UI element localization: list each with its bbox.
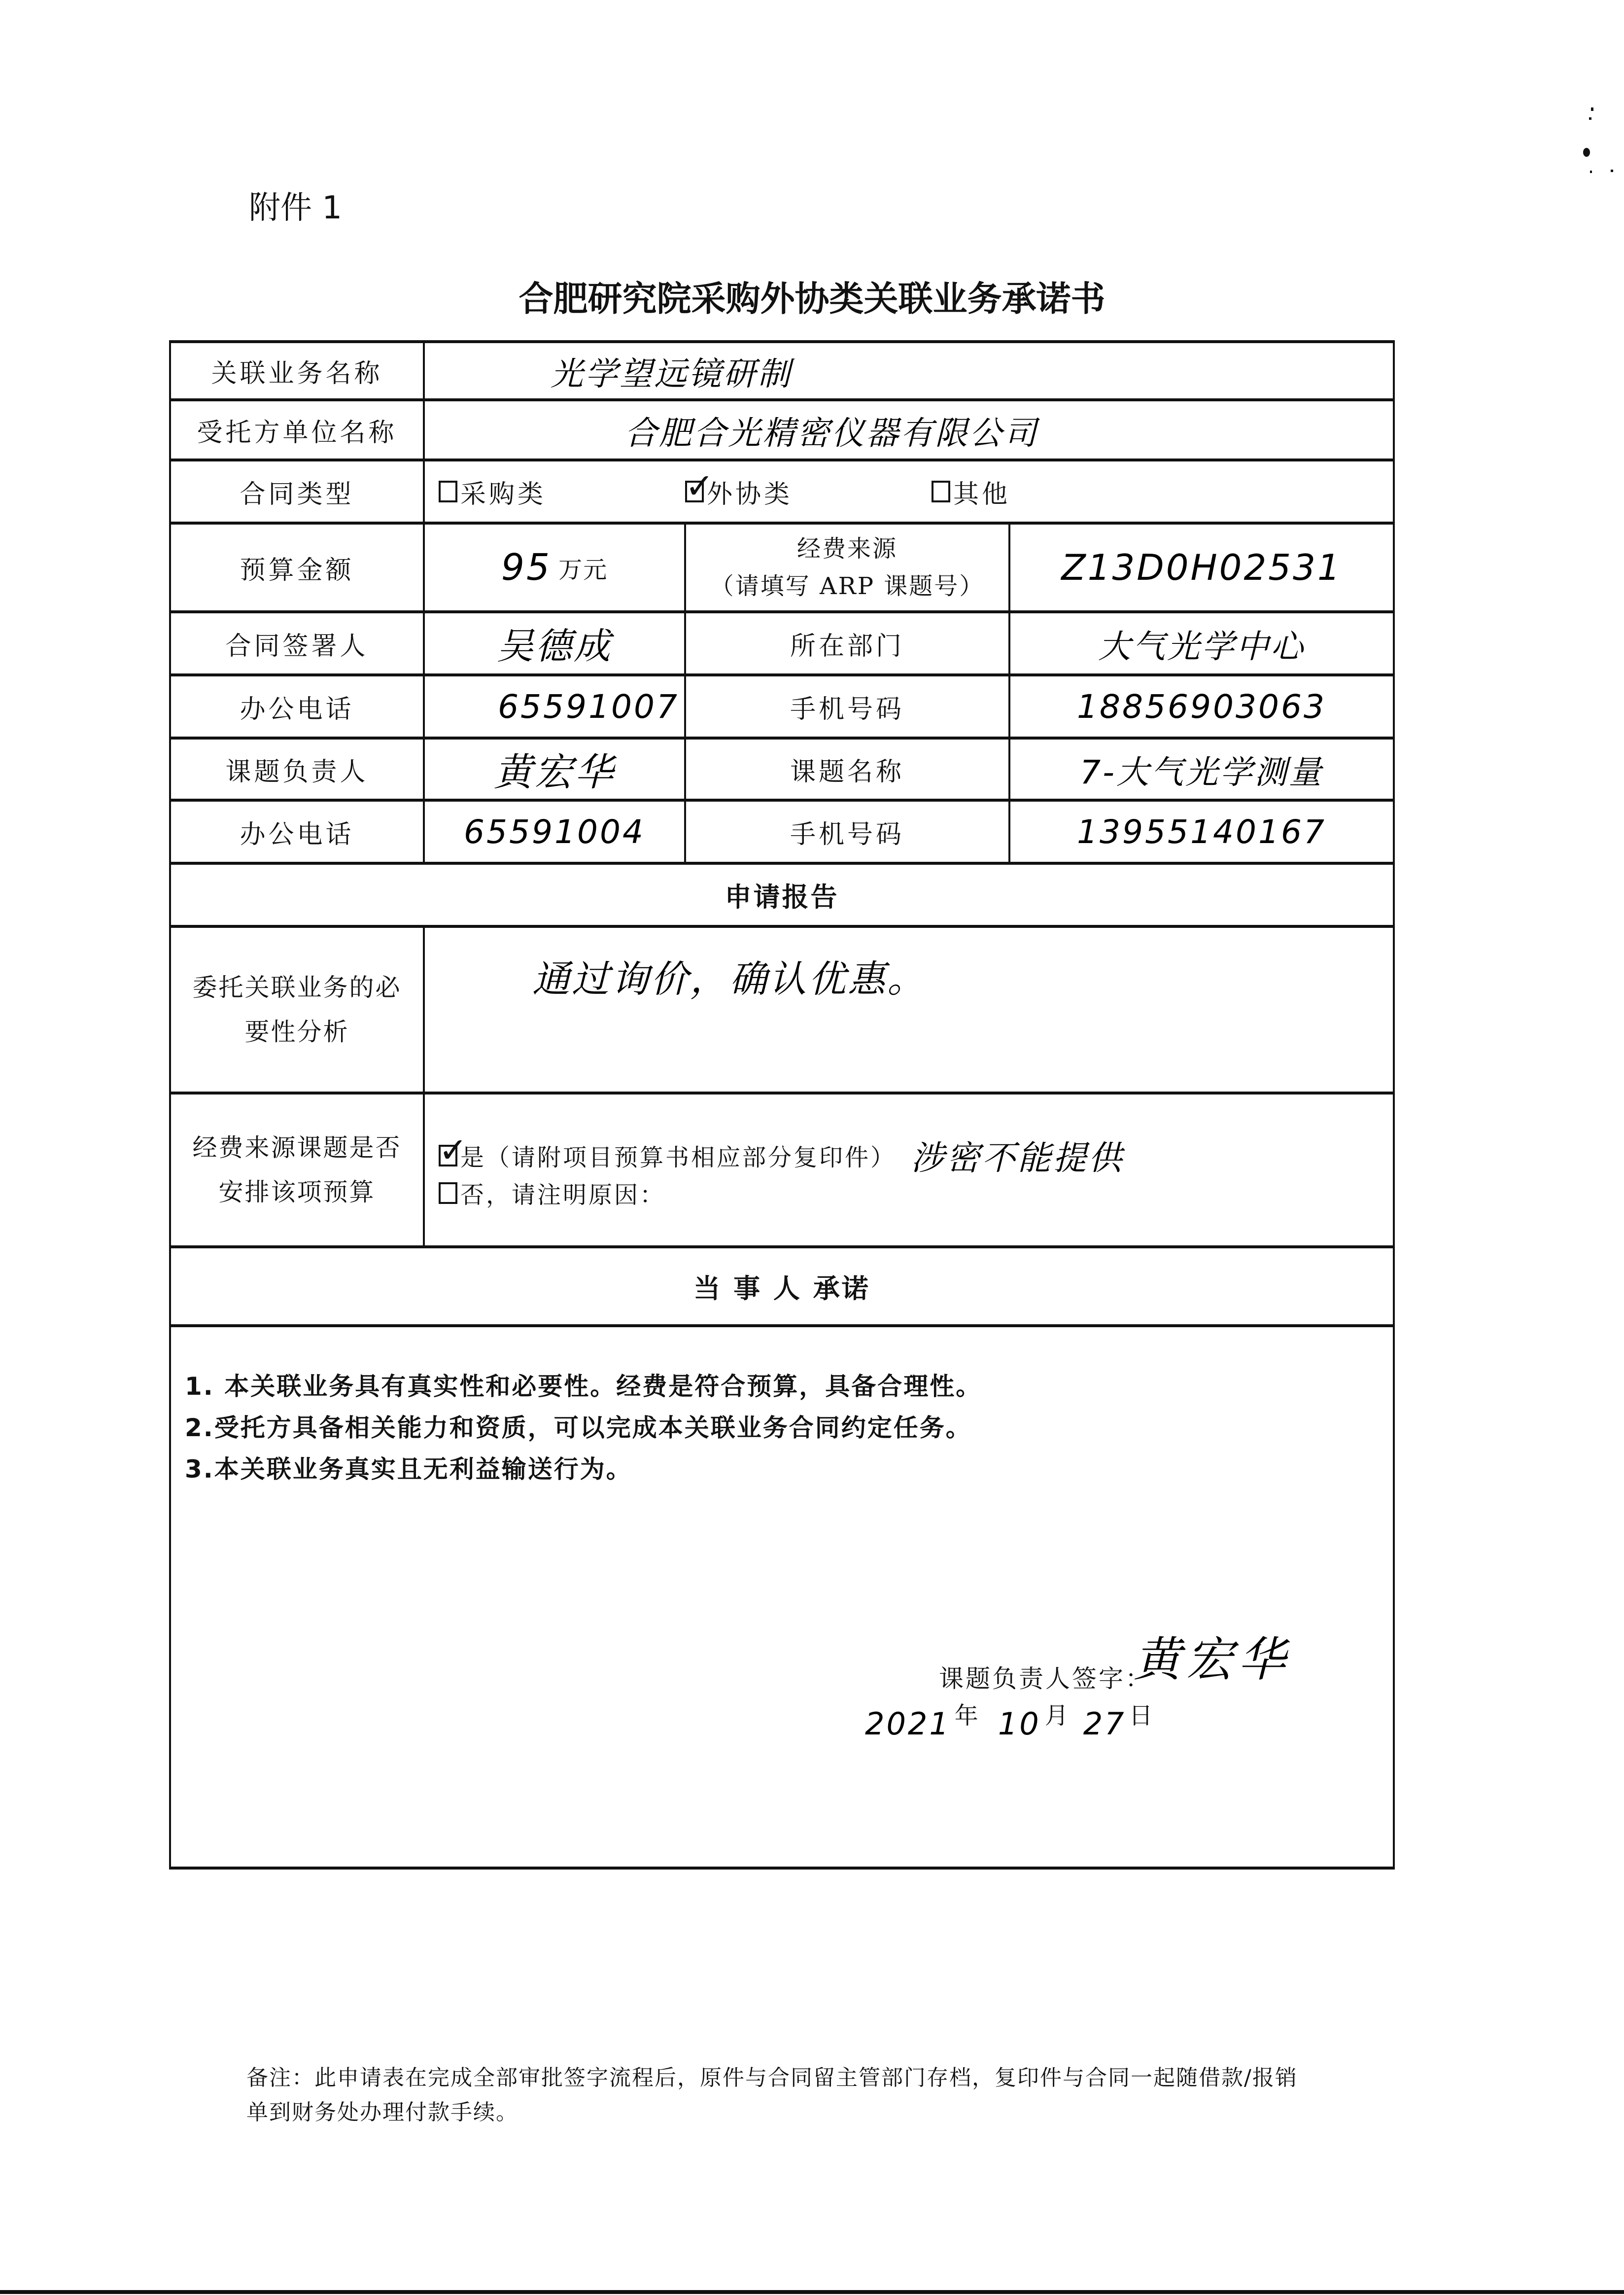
yes-option-note[interactable]: 涉密不能提供	[911, 1139, 1124, 1178]
signature-date[interactable]	[865, 1702, 1153, 1742]
signature-label: 课题负责人签字：	[939, 1664, 1152, 1693]
scan-speck	[1583, 148, 1590, 157]
leader-office-phone-label: 办公电话	[240, 819, 354, 849]
budget-unit: 万元	[558, 556, 608, 584]
checkbox-icon[interactable]	[439, 1182, 457, 1204]
footnote	[246, 2061, 1395, 2130]
signer-mobile-label: 手机号码	[790, 694, 904, 724]
leader-mobile-value[interactable]: 13955140167	[1077, 812, 1326, 851]
project-leader-label: 课题负责人	[225, 757, 369, 787]
scan-speck	[1590, 171, 1592, 173]
fund-source-label-line1: 经费来源	[796, 535, 898, 563]
commitment-item: 3.本关联业务真实且无利益输送行为。	[185, 1455, 632, 1483]
annex-label: 附件 1	[249, 190, 343, 226]
commitment-item: 2.受托方具备相关能力和资质，可以完成本关联业务合同约定任务。	[185, 1413, 972, 1442]
budget-field[interactable]	[425, 525, 684, 610]
commitment-heading: 当 事 人 承诺	[693, 1272, 870, 1304]
no-option-label: 否，请注明原因：	[460, 1181, 666, 1209]
necessity-value[interactable]: 通过询价，确认优惠。	[532, 957, 927, 1001]
scan-edge-line	[0, 2290, 1624, 2294]
table-border-right	[1393, 340, 1395, 1870]
commitment-item: 1. 本关联业务具有真实性和必要性。经费是符合预算，具备合理性。	[185, 1372, 982, 1401]
budget-value: 95	[501, 546, 552, 589]
fund-source-label-line2: （请填写 ARP 课题号）	[710, 572, 985, 600]
scan-speck	[1611, 170, 1613, 172]
option-label: 其他	[953, 479, 1011, 509]
signer-label: 合同签署人	[225, 631, 369, 661]
project-leader-value[interactable]: 黄宏华	[493, 750, 615, 795]
checkbox-icon[interactable]	[439, 481, 457, 502]
budget-arranged-label-line2: 安排该项预算	[218, 1178, 376, 1206]
contract-type-options	[439, 461, 1010, 522]
footnote-line2: 单到财务处办理付款手续。	[246, 2100, 518, 2125]
leader-office-phone-value[interactable]: 65591004	[464, 812, 645, 851]
project-name-value[interactable]: 7-大气光学测量	[1080, 753, 1323, 791]
project-name-label: 课题名称	[790, 757, 904, 787]
date-day-unit: 日	[1129, 1702, 1153, 1730]
signature[interactable]: 黄宏华	[1134, 1632, 1290, 1687]
checkbox-icon[interactable]	[932, 481, 950, 502]
checked-checkbox-icon[interactable]	[439, 1145, 457, 1166]
date-year: 2021	[865, 1706, 951, 1742]
contract-type-option[interactable]	[685, 473, 932, 510]
leader-mobile-label: 手机号码	[790, 819, 904, 849]
fund-source-value[interactable]: Z13D0H02531	[1061, 547, 1342, 588]
col-divider	[423, 925, 425, 1245]
department-value[interactable]: 大气光学中心	[1098, 627, 1305, 666]
document-title: 合肥研究院采购外协类关联业务承诺书	[518, 279, 1106, 319]
signer-mobile-value[interactable]: 18856903063	[1077, 687, 1326, 726]
option-label: 外协类	[707, 479, 793, 509]
application-report-heading: 申请报告	[725, 881, 839, 913]
contract-type-option[interactable]	[439, 473, 685, 510]
contract-type-option[interactable]	[932, 473, 1010, 510]
date-day: 27	[1083, 1706, 1126, 1742]
footnote-line1: 备注：此申请表在完成全部审批签字流程后，原件与合同留主管部门存档，复印件与合同一起随借款/报销	[246, 2065, 1298, 2090]
signer-office-phone-label: 办公电话	[240, 694, 354, 724]
department-label: 所在部门	[790, 631, 904, 661]
date-month-unit: 月	[1044, 1702, 1069, 1730]
option-label: 采购类	[460, 479, 547, 509]
necessity-label-line2: 要性分析	[244, 1018, 349, 1046]
budget-arranged-label-line1: 经费来源课题是否	[192, 1133, 402, 1162]
budget-arranged-yes-option[interactable]	[439, 1131, 1124, 1179]
yes-option-label: 是（请附项目预算书相应部分复印件）	[460, 1144, 897, 1171]
necessity-label-line1: 委托关联业务的必	[192, 973, 402, 1002]
commitment-list	[185, 1366, 982, 1490]
date-year-unit: 年	[954, 1702, 978, 1730]
entrusted-unit-value[interactable]: 合肥合光精密仪器有限公司	[624, 414, 1038, 452]
date-month: 10	[998, 1706, 1041, 1742]
necessity-label	[171, 928, 423, 1092]
scan-speck	[1591, 107, 1593, 111]
scan-speck	[1589, 117, 1591, 120]
row-divider	[169, 1324, 1395, 1327]
table-border-bottom	[169, 1867, 1395, 1870]
fund-source-label	[686, 525, 1008, 610]
signer-office-phone-value[interactable]: 65591007	[498, 687, 679, 726]
budget-arranged-no-option[interactable]	[439, 1176, 665, 1210]
business-name-label: 关联业务名称	[211, 358, 383, 388]
checked-checkbox-icon[interactable]	[685, 481, 704, 502]
contract-type-label: 合同类型	[240, 479, 354, 509]
budget-arranged-label	[171, 1095, 423, 1245]
budget-label: 预算金额	[240, 555, 354, 585]
business-name-value[interactable]: 光学望远镜研制	[551, 354, 792, 393]
entrusted-unit-label: 受托方单位名称	[197, 418, 397, 448]
signer-value[interactable]: 吴德成	[497, 625, 612, 668]
